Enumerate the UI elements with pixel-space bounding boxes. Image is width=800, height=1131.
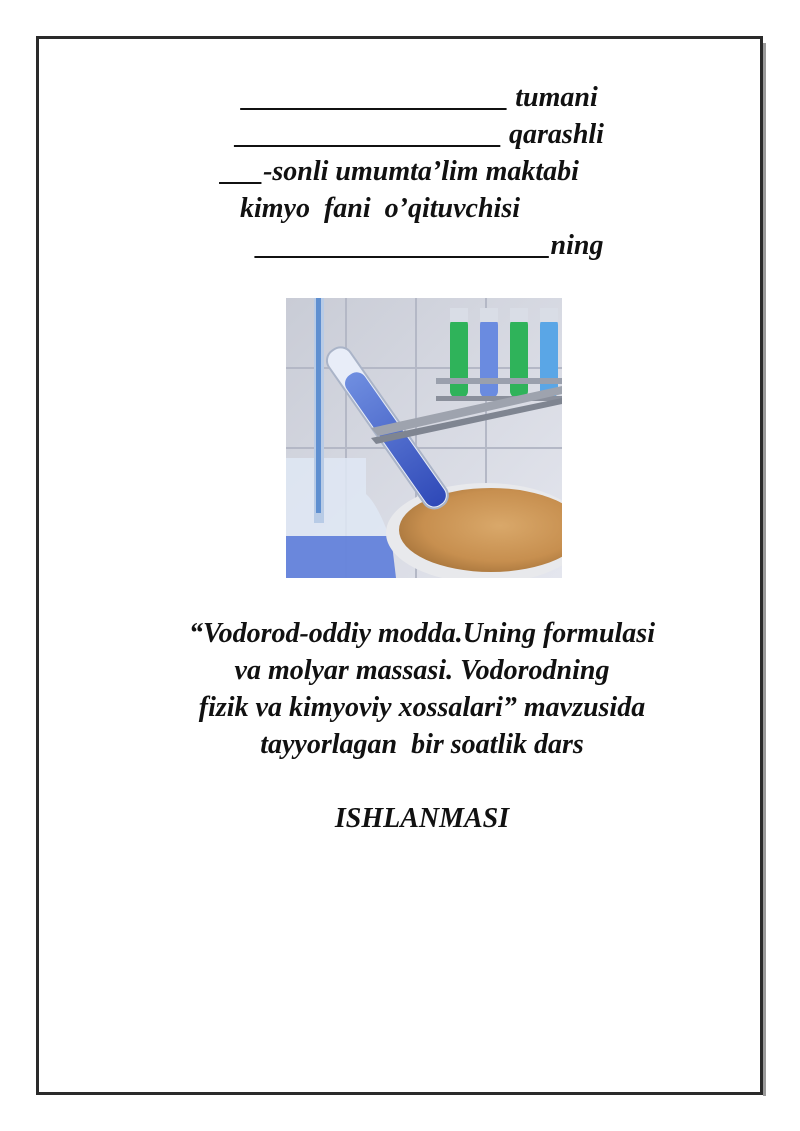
subordinate-line: ___________________ qarashli [236,119,604,150]
teacher-name-line: _____________________ning [256,230,604,261]
topic-line-1: “Vodorod-oddiy modda.Uning formulasi [189,618,655,649]
topic-line-2: va molyar massasi. Vodorodning [234,655,610,686]
school-line: ___-sonli umumta’lim maktabi [221,156,579,187]
document-title: ISHLANMASI [334,803,510,834]
topic-line-3: fizik va kimyoviy xossalari” mavzusida [198,692,646,723]
laboratory-photo [286,298,562,578]
district-line: ___________________ tumani [242,82,598,113]
teacher-subject-line: kimyo fani o’qituvchisi [240,193,520,224]
topic-line-4: tayyorlagan bir soatlik dars [260,729,584,760]
